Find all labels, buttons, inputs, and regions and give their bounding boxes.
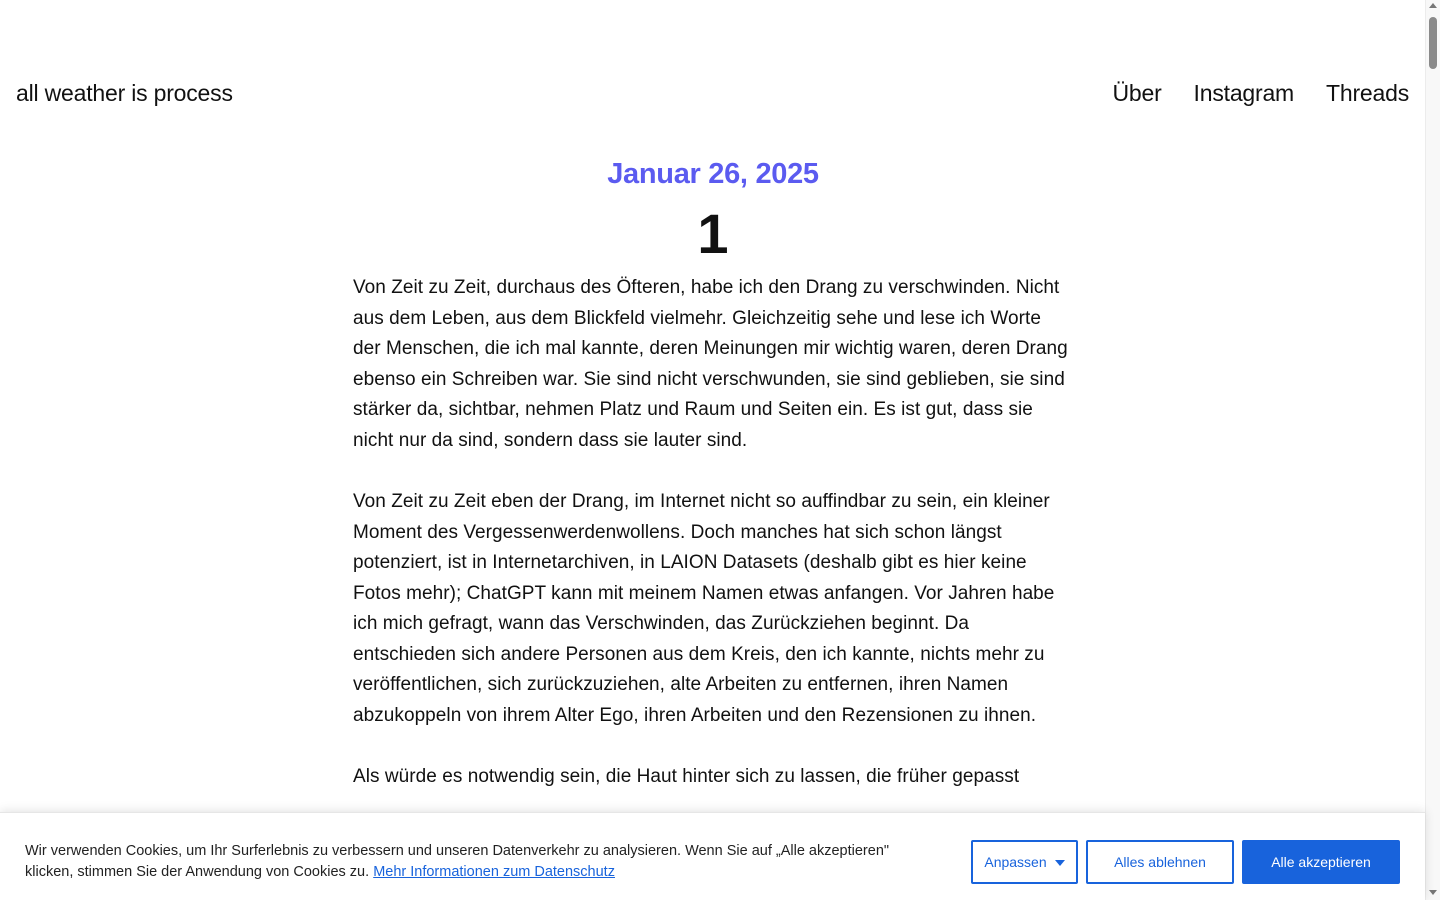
main-navigation — [1112, 80, 1409, 107]
scroll-up-arrow-icon[interactable] — [1429, 3, 1437, 8]
customize-cookies-button[interactable] — [971, 840, 1078, 884]
nav-item-instagram[interactable]: Instagram — [1193, 80, 1295, 106]
page-scrollbar[interactable] — [1425, 0, 1440, 900]
nav-item-ueber[interactable]: Über — [1112, 80, 1162, 106]
scrollbar-thumb[interactable] — [1429, 17, 1437, 69]
cookie-notice-message: Wir verwenden Cookies, um Ihr Surferlebnis zu verbessern und unseren Datenverkehr zu analysieren. Wenn Sie auf „Alle akzeptieren" klicken, stimmen Sie der Anwendung von Cookies zu. — [25, 843, 890, 880]
reject-all-button[interactable]: Alles ablehnen — [1086, 840, 1234, 884]
accept-all-button[interactable]: Alle akzeptieren — [1242, 840, 1400, 884]
scroll-down-arrow-icon[interactable] — [1429, 890, 1437, 895]
site-title-link[interactable]: all weather is process — [16, 80, 233, 106]
post-date-link[interactable]: Januar 26, 2025 — [607, 158, 819, 190]
caret-down-icon — [1055, 860, 1065, 866]
post-title: 1 — [697, 202, 729, 265]
cookie-notice-text — [25, 841, 925, 883]
post-article — [353, 150, 1073, 824]
nav-item-threads[interactable]: Threads — [1326, 80, 1409, 106]
customize-label: Anpassen — [984, 854, 1047, 870]
privacy-info-link[interactable]: Mehr Informationen zum Datenschutz — [373, 864, 615, 880]
site-header — [0, 0, 1425, 140]
post-paragraph: Als würde es notwendig sein, die Haut hinter sich zu lassen, die früher gepasst — [353, 766, 1020, 787]
post-paragraph: Von Zeit zu Zeit eben der Drang, im Internet nicht so auffindbar zu sein, ein kleiner Moment des Vergessenwerdenwollens. Doch manches hat sich schon längst potenziert, ist in Internetarchiven, in LAION Datasets (deshalb gibt es hier keine Fotos mehr); ChatGPT kann mit meinem Namen etwas anfangen. Vor Jahren habe ich mich gefragt, wann das Verschwinden, das Zurückziehen beginnt. Da entschieden sich andere Personen aus dem Kreis, den ich kannte, nichts mehr zu veröffentlichen, sich zurückzuziehen, alte Arbeiten zu entfernen, ihren Namen abzukoppeln von ihrem Alter Ego, ihren Arbeiten und den Rezensionen zu ihnen. — [353, 491, 1055, 726]
post-paragraph: Von Zeit zu Zeit, durchaus des Öfteren, habe ich den Drang zu verschwinden. Nicht aus dem Leben, aus dem Blickfeld vielmehr. Gleichzeitig sehe und lese ich Worte der Menschen, die ich mal kannte, deren Meinungen mir wichtig waren, deren Drang ebenso ein Schreiben war. Sie sind nicht verschwunden, sie sind geblieben, sie sind stärker da, sichtbar, nehmen Platz und Raum und Seiten ein. Es ist gut, dass sie nicht nur da sind, sondern dass sie lauter sind. — [353, 277, 1068, 451]
cookie-consent-banner — [0, 812, 1425, 900]
